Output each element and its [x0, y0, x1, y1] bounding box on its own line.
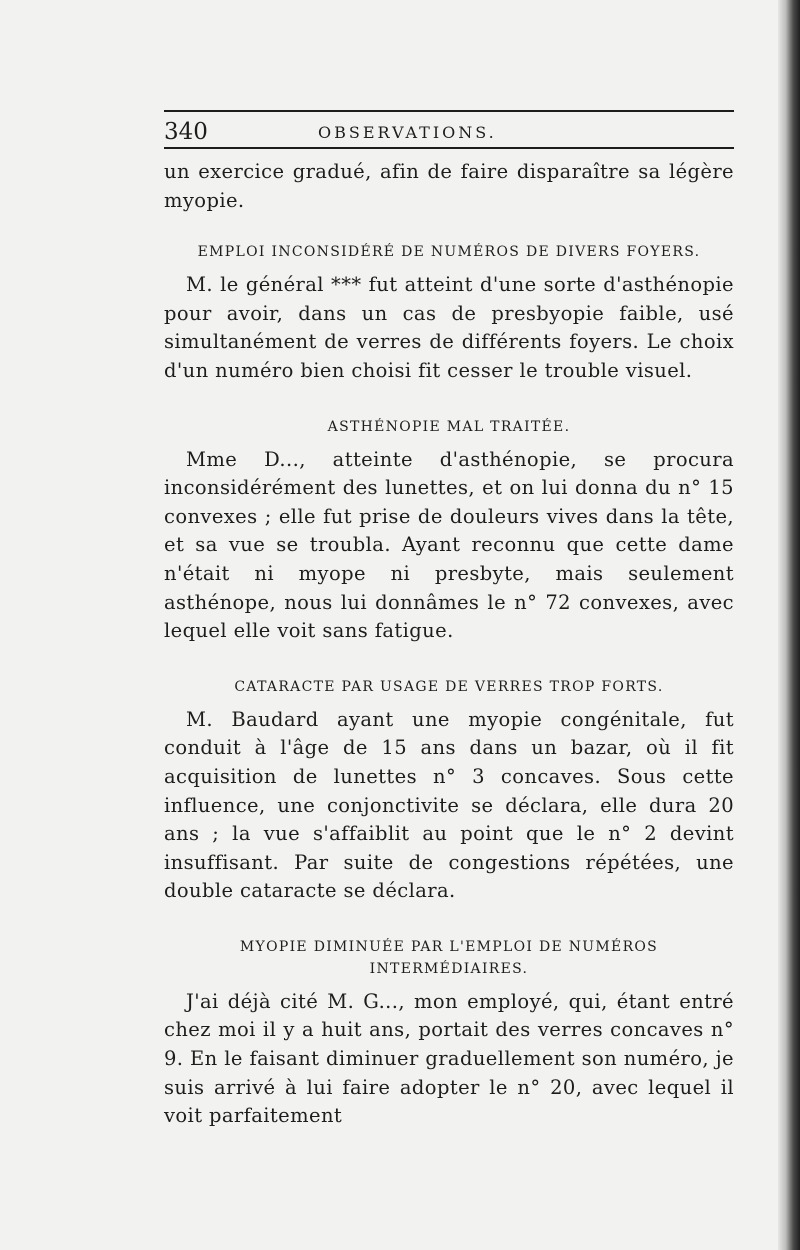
- paragraph-mme-d: Mme D..., atteinte d'asthénopie, se procura inconsidérément des lunettes, et on lui donna du n° 15 convexes ; elle fut prise de douleurs vives dans la tête, et sa vue se troubla. Ayant reconnu que cette dame n'était ni myope ni presbyte, mais seulement asthénope, nous lui donnâmes le n° 72 convexes, avec lequel elle voit sans fatigue.: [164, 447, 734, 643]
- paragraph-employe: J'ai déjà cité M. G..., mon employé, qui, étant entré chez moi il y a huit ans, portait des verres concaves n° 9. En le faisant diminuer graduellement son numéro, je suis arrivé à lui faire adopter le n° 20, avec lequel il voit parfaitement: [164, 989, 734, 1128]
- section-heading-myopie-line-1: MYOPIE DIMINUÉE PAR L'EMPLOI DE NUMÉROS: [239, 938, 659, 955]
- paragraph-general: M. le général *** fut atteint d'une sorte d'asthénopie pour avoir, dans un cas de presbyopie faible, usé simultanément de verres de différents foyers. Le choix d'un numéro bien choisi fit cesser le trouble visuel.: [164, 273, 734, 382]
- header-rule-bottom: [164, 147, 734, 149]
- page-edge-shadow: [778, 0, 800, 1250]
- paragraph-baudard: M. Baudard ayant une myopie congénitale, fut conduit à l'âge de 15 ans dans un bazar, où il fit acquisition de lunettes n° 3 concaves. Sous cette influence, une conjonctivite se déclara, elle dura 20 ans ; la vue s'affaiblit au point que le n° 2 devint insuffisant. Par suite de congestions répétées, une double cataracte se déclara.: [164, 707, 734, 903]
- section-heading-asthenopie: ASTHÉNOPIE MAL TRAITÉE.: [327, 418, 571, 435]
- section-heading-cataracte: CATARACTE PAR USAGE DE VERRES TROP FORTS.: [234, 678, 664, 695]
- running-title: OBSERVATIONS.: [318, 123, 497, 142]
- section-heading-myopie-line-2: INTERMÉDIAIRES.: [369, 960, 529, 977]
- page-number: 340: [164, 119, 208, 145]
- section-heading-myopie: [164, 936, 734, 980]
- page-body: [164, 158, 734, 1131]
- page-header: [164, 112, 734, 148]
- section-heading-emploi: EMPLOI INCONSIDÉRÉ DE NUMÉROS DE DIVERS FOYERS.: [197, 244, 701, 261]
- paragraph-continuation: un exercice gradué, afin de faire disparaître sa légère myopie.: [164, 160, 734, 212]
